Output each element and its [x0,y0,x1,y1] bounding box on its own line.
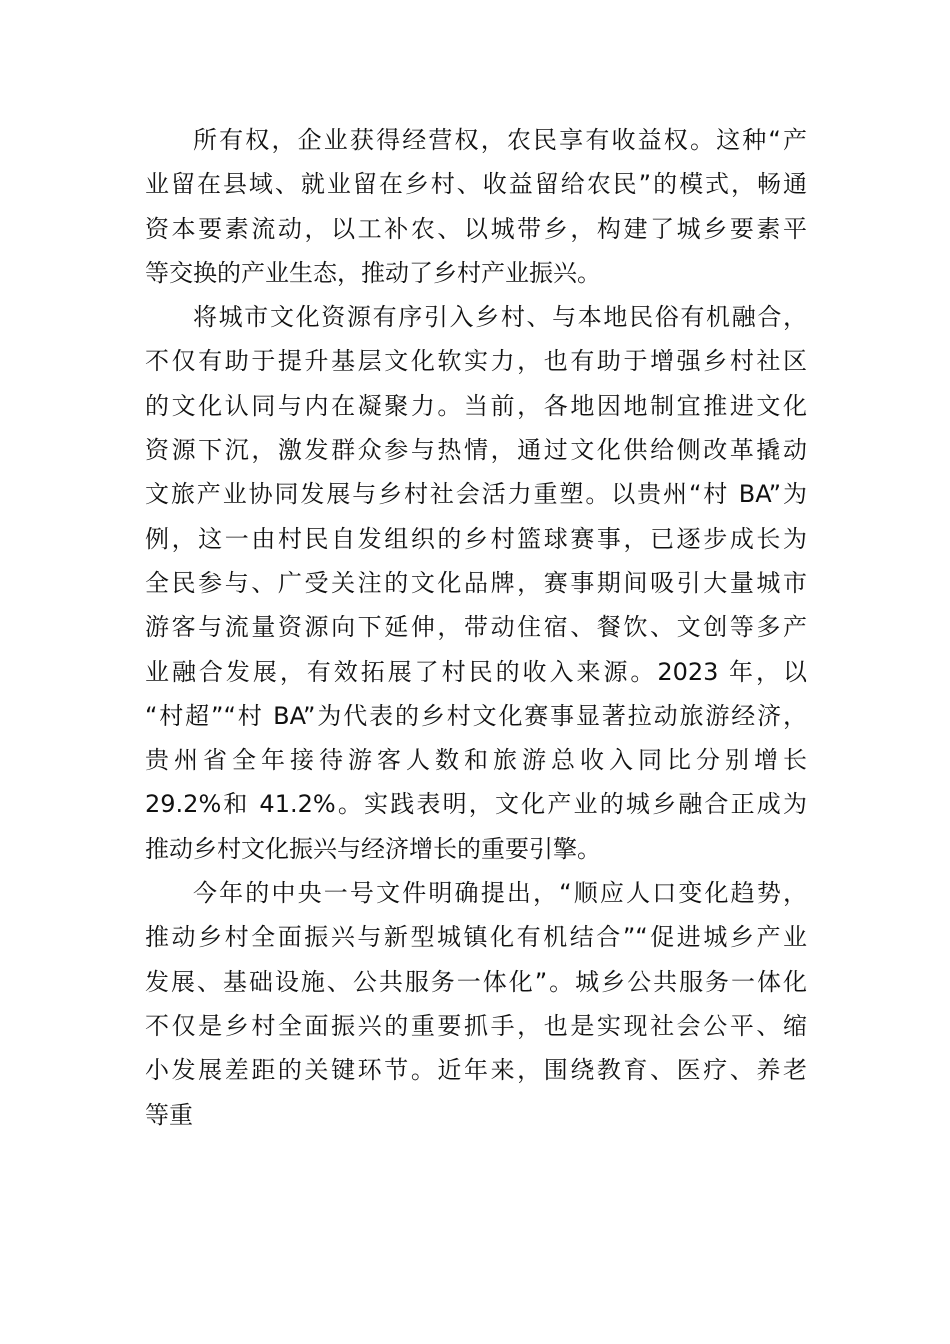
text-line: 资本要素流动，以工补农、以城带乡，构建了城乡要素平 [145,214,807,243]
text-line: 推动乡村全面振兴与新型城镇化有机结合”“促进城乡产业 [145,923,807,952]
text-line: 全民参与、广受关注的文化品牌，赛事期间吸引大量城市 [145,568,807,597]
text-line: 推动乡村文化振兴与经济增长的重要引擎。 [145,834,601,863]
paragraph-2 [145,295,807,871]
text-line: 业融合发展，有效拓展了村民的收入来源。2023 年，以 [145,657,807,686]
text-line: 业留在县域、就业留在乡村、收益留给农民”的模式，畅通 [145,170,807,199]
text-line: 小发展差距的关键环节。近年来，围绕教育、医疗、养老 [145,1056,807,1085]
text-line: 贵州省全年接待游客人数和旅游总收入同比分别增长 [145,746,807,775]
text-line: 等交换的产业生态，推动了乡村产业振兴。 [145,258,601,287]
text-line: 29.2%和 41.2%。实践表明，文化产业的城乡融合正成为 [145,790,807,819]
text-line: “村超”“村 BA”为代表的乡村文化赛事显著拉动旅游经济， [145,701,807,730]
paragraph-3 [145,871,807,1137]
paragraph-1 [145,118,807,295]
text-line: 所有权，企业获得经营权，农民享有收益权。这种“产 [193,126,807,154]
text-line: 等重 [145,1100,193,1129]
text-line: 不仅有助于提升基层文化软实力，也有助于增强乡村社区 [145,347,807,376]
text-line: 发展、基础设施、公共服务一体化”。城乡公共服务一体化 [145,967,807,996]
text-line: 不仅是乡村全面振兴的重要抓手，也是实现社会公平、缩 [145,1011,807,1040]
text-line: 文旅产业协同发展与乡村社会活力重塑。以贵州“村 BA”为 [145,480,807,509]
text-line: 资源下沉，激发群众参与热情，通过文化供给侧改革撬动 [145,436,807,465]
text-line: 今年的中央一号文件明确提出，“顺应人口变化趋势， [193,879,807,908]
text-line: 将城市文化资源有序引入乡村、与本地民俗有机融合， [193,303,807,332]
document-body [145,118,807,1137]
text-line: 的文化认同与内在凝聚力。当前，各地因地制宜推进文化 [145,391,807,420]
text-line: 例，这一由村民自发组织的乡村篮球赛事，已逐步成长为 [145,524,807,553]
text-line: 游客与流量资源向下延伸，带动住宿、餐饮、文创等多产 [145,613,807,642]
